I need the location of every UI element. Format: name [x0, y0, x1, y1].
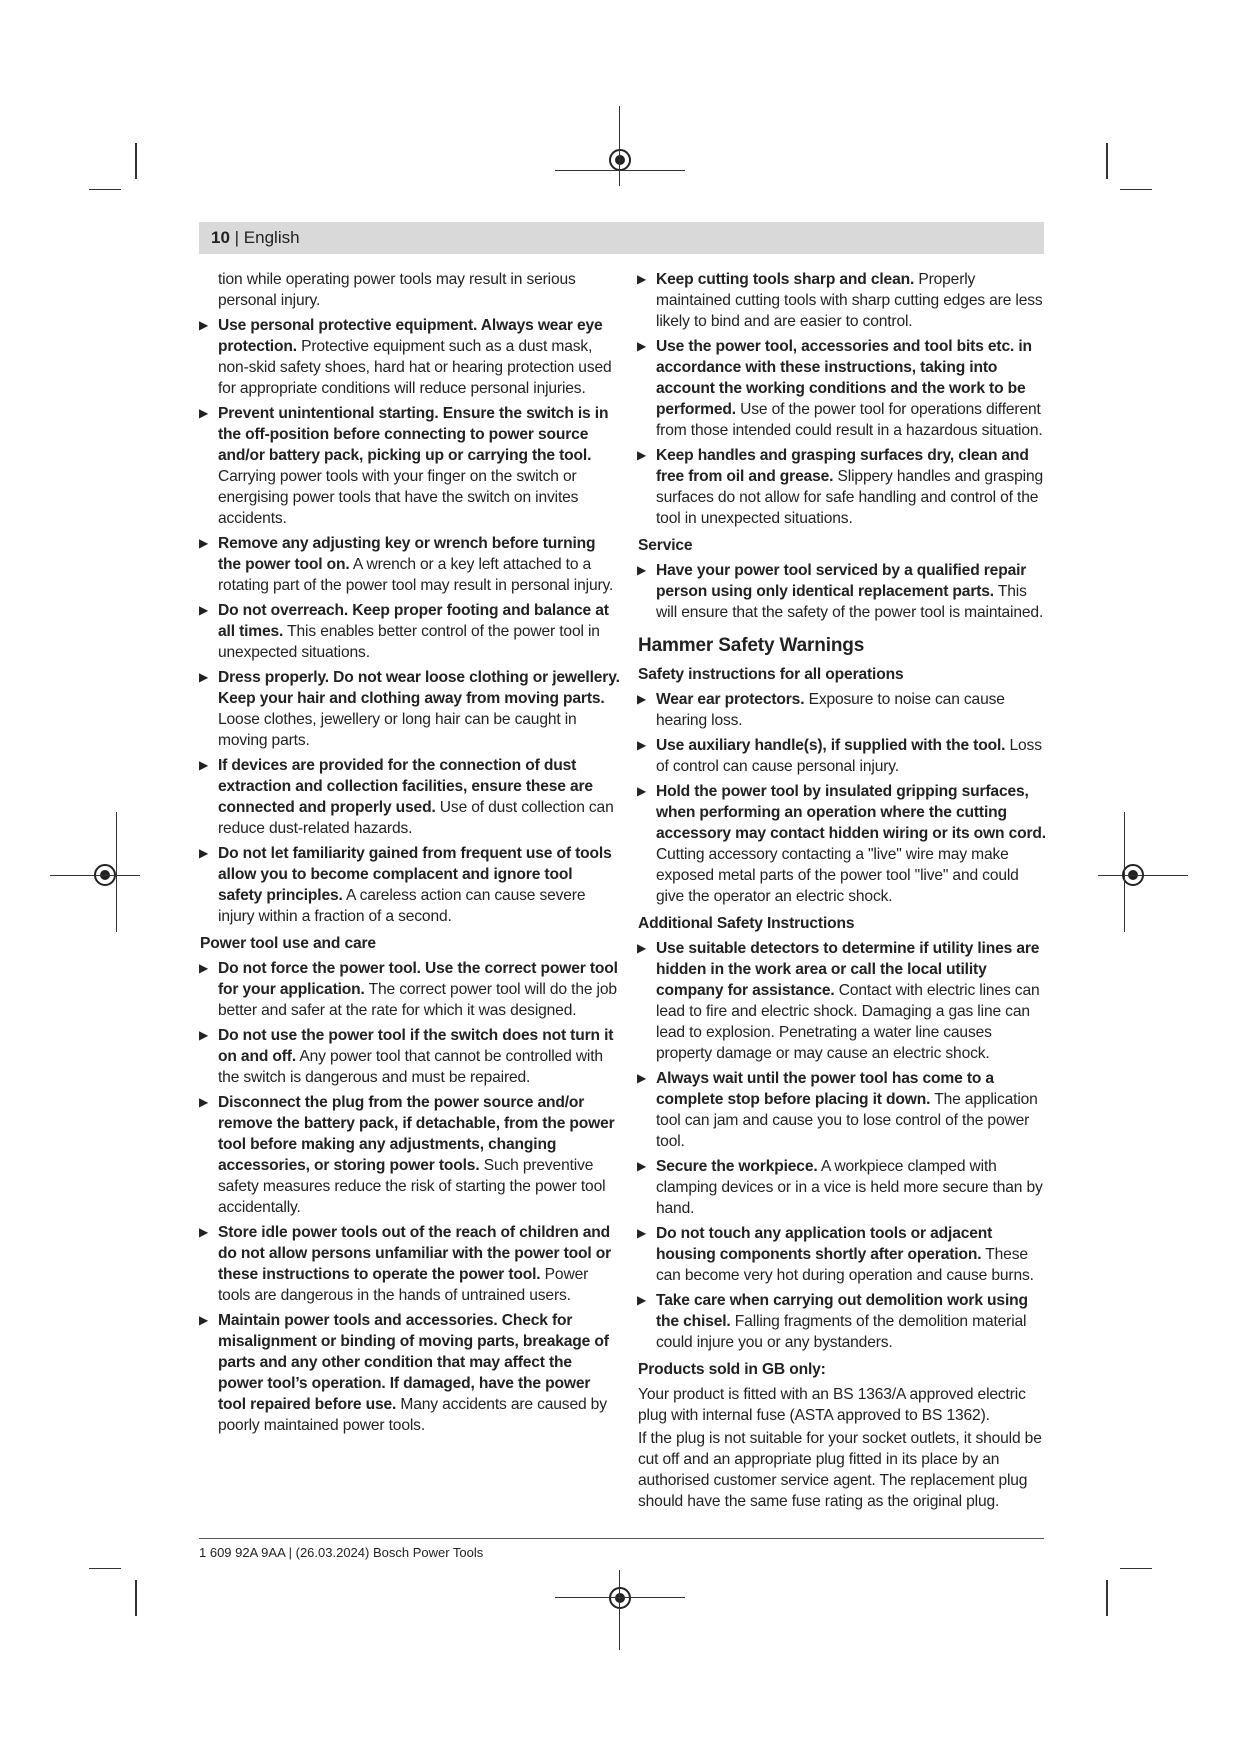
section-subheading: Safety instructions for all operations	[638, 666, 904, 683]
crop-mark	[89, 189, 121, 190]
item-text: Cutting accessory contacting a "live" wire may make exposed metal parts of the power tool "live" and could give the operator an electric shock.	[656, 846, 1019, 905]
list-item	[638, 938, 1050, 1064]
item-text: Loose clothes, jewellery or long hair can be caught in moving parts.	[218, 711, 577, 749]
item-text: Contact with electric lines can lead to fire and electric shock. Damaging a gas line can lead to explosion. Penetrating a water line causes property damage or may cause an electric shock.	[656, 982, 1040, 1062]
footer-divider	[199, 1538, 1044, 1539]
item-bold-text: Use auxiliary handle(s), if supplied with the tool.	[656, 737, 1006, 754]
section-subheading: Products sold in GB only:	[638, 1361, 826, 1378]
item-text: These can become very hot during operation and cause burns.	[656, 1246, 1034, 1284]
item-bold-text: Use personal protective equipment. Always wear eye protection.	[218, 317, 603, 355]
crop-mark	[1120, 189, 1152, 190]
crop-mark	[1098, 875, 1188, 876]
list-item	[638, 1290, 1050, 1353]
bullet-arrow-icon: ▶	[637, 1226, 647, 1240]
list-item	[200, 1222, 620, 1306]
item-text: Any power tool that cannot be controlled with the switch is dangerous and must be repaired.	[218, 1048, 603, 1086]
list-item	[200, 843, 620, 927]
crop-mark	[619, 106, 620, 186]
bullet-arrow-icon: ▶	[637, 692, 647, 706]
safety-list	[638, 689, 1050, 907]
list-item	[200, 315, 620, 399]
item-bold-text: Do not touch any application tools or adjacent housing components shortly after operation.	[656, 1225, 993, 1263]
list-item	[200, 1025, 620, 1088]
crop-mark	[619, 1570, 620, 1650]
item-text: Many accidents are caused by poorly maintained power tools.	[218, 1396, 607, 1434]
list-item	[638, 689, 1050, 731]
section-subheading: Service	[638, 537, 693, 554]
bullet-arrow-icon: ▶	[637, 1159, 647, 1173]
item-bold-text: Dress properly. Do not wear loose clothing or jewellery. Keep your hair and clothing away from moving parts.	[218, 669, 620, 707]
list-item	[200, 533, 620, 596]
item-text: This enables better control of the power tool in unexpected situations.	[218, 623, 600, 661]
list-item	[638, 735, 1050, 777]
registration-mark-icon	[607, 1585, 633, 1611]
bullet-arrow-icon: ▶	[199, 603, 209, 617]
section-subheading: Power tool use and care	[200, 935, 376, 952]
item-text: Loss of control can cause personal injury.	[656, 737, 1042, 775]
bullet-arrow-icon: ▶	[637, 339, 647, 353]
item-text: Use of the power tool for operations different from those intended could result in a hazardous situation.	[656, 401, 1043, 439]
item-text: Such preventive safety measures reduce the risk of starting the power tool accidentally.	[218, 1157, 606, 1216]
list-item	[638, 1223, 1050, 1286]
bullet-arrow-icon: ▶	[199, 961, 209, 975]
item-text: Falling fragments of the demolition material could injure you or any bystanders.	[656, 1313, 1027, 1351]
safety-list	[200, 958, 620, 1436]
item-bold-text: Use suitable detectors to determine if utility lines are hidden in the work area or call the local utility company for assistance.	[656, 940, 1040, 999]
safety-list	[200, 315, 620, 927]
item-bold-text: Secure the workpiece.	[656, 1158, 818, 1175]
bullet-arrow-icon: ▶	[199, 318, 209, 332]
item-bold-text: Do not force the power tool. Use the correct power tool for your application.	[218, 960, 618, 998]
item-text: Use of dust collection can reduce dust-related hazards.	[218, 799, 614, 837]
list-item	[200, 600, 620, 663]
bullet-arrow-icon: ▶	[637, 448, 647, 462]
bullet-arrow-icon: ▶	[637, 1293, 647, 1307]
page-footer: 1 609 92A 9AA | (26.03.2024) Bosch Power Tools	[199, 1545, 484, 1560]
bullet-arrow-icon: ▶	[637, 941, 647, 955]
list-item	[638, 781, 1050, 907]
item-bold-text: Hold the power tool by insulated gripping surfaces, when performing an operation where the cutting accessory may contact hidden wiring or its own cord.	[656, 783, 1046, 842]
item-bold-text: Wear ear protectors.	[656, 691, 805, 708]
item-bold-text: Have your power tool serviced by a qualified repair person using only identical replacement parts.	[656, 562, 1027, 600]
safety-list	[638, 269, 1050, 529]
item-text: Protective equipment such as a dust mask, non-skid safety shoes, hard hat or hearing protection used for appropriate conditions will reduce personal injuries.	[218, 338, 612, 397]
item-bold-text: Do not let familiarity gained from frequent use of tools allow you to become complacent and ignore tool safety principles.	[218, 845, 612, 904]
safety-list	[638, 560, 1050, 623]
list-item	[638, 269, 1050, 332]
language-label: English	[243, 228, 300, 247]
section-subheading: Additional Safety Instructions	[638, 915, 855, 932]
list-item	[200, 755, 620, 839]
bullet-arrow-icon: ▶	[199, 670, 209, 684]
item-bold-text: Disconnect the plug from the power source and/or remove the battery pack, if detachable, from the power tool before making any adjustments, changing accessories, or storing power tools.	[218, 1094, 615, 1174]
item-text: A careless action can cause severe injury within a fraction of a second.	[218, 887, 586, 925]
list-item	[200, 1310, 620, 1436]
crop-mark	[1106, 143, 1108, 179]
crop-mark	[1106, 1580, 1108, 1616]
item-text: Properly maintained cutting tools with sharp cutting edges are less likely to bind and are easier to control.	[656, 271, 1043, 330]
item-bold-text: Do not use the power tool if the switch does not turn it on and off.	[218, 1027, 614, 1065]
section-heading: Hammer Safety Warnings	[638, 635, 865, 656]
left-column	[200, 269, 620, 1440]
page-label: 10 | English	[211, 228, 300, 247]
paragraph: If the plug is not suitable for your socket outlets, it should be cut off and an appropriate plug fitted in its place by an authorised customer service agent. The replacement plug should have the same fuse rating as the original plug.	[638, 1430, 1042, 1510]
list-item	[638, 1068, 1050, 1152]
crop-mark	[116, 812, 117, 932]
bullet-arrow-icon: ▶	[199, 758, 209, 772]
safety-list	[638, 938, 1050, 1353]
bullet-arrow-icon: ▶	[199, 1313, 209, 1327]
list-item	[200, 403, 620, 529]
crop-mark	[50, 875, 140, 876]
crop-mark	[555, 1597, 685, 1598]
list-item	[638, 336, 1050, 441]
item-text: A wrench or a key left attached to a rotating part of the power tool may result in personal injury.	[218, 556, 614, 594]
crop-mark	[1124, 812, 1125, 932]
bullet-arrow-icon: ▶	[637, 784, 647, 798]
item-text: Carrying power tools with your finger on the switch or energising power tools that have the switch on invites accidents.	[218, 468, 579, 527]
item-bold-text: Always wait until the power tool has come to a complete stop before placing it down.	[656, 1070, 994, 1108]
bullet-arrow-icon: ▶	[199, 1095, 209, 1109]
bullet-arrow-icon: ▶	[199, 536, 209, 550]
bullet-arrow-icon: ▶	[637, 738, 647, 752]
crop-mark	[555, 170, 685, 171]
item-bold-text: Do not overreach. Keep proper footing and balance at all times.	[218, 602, 609, 640]
item-bold-text: Keep handles and grasping surfaces dry, clean and free from oil and grease.	[656, 447, 1029, 485]
list-item	[200, 958, 620, 1021]
item-bold-text: Keep cutting tools sharp and clean.	[656, 271, 915, 288]
bullet-arrow-icon: ▶	[199, 406, 209, 420]
continuation-text: tion while operating power tools may result in serious personal injury.	[218, 271, 576, 309]
list-item	[638, 560, 1050, 623]
list-item	[200, 667, 620, 751]
item-text: The application tool can jam and cause you to lose control of the power tool.	[656, 1091, 1038, 1150]
item-bold-text: Take care when carrying out demolition work using the chisel.	[656, 1292, 1028, 1330]
right-column	[638, 269, 1050, 1514]
item-bold-text: If devices are provided for the connection of dust extraction and collection facilities, ensure these are connected and properly used.	[218, 757, 593, 816]
bullet-arrow-icon: ▶	[199, 1028, 209, 1042]
item-bold-text: Remove any adjusting key or wrench before turning the power tool on.	[218, 535, 596, 573]
item-text: Power tools are dangerous in the hands of untrained users.	[218, 1266, 589, 1304]
item-bold-text: Store idle power tools out of the reach of children and do not allow persons unfamiliar with the power tool or these instructions to operate the power tool.	[218, 1224, 612, 1283]
list-item	[200, 1092, 620, 1218]
bullet-arrow-icon: ▶	[637, 1071, 647, 1085]
page-header	[199, 222, 1044, 254]
bullet-arrow-icon: ▶	[637, 563, 647, 577]
bullet-arrow-icon: ▶	[199, 1225, 209, 1239]
list-item	[638, 445, 1050, 529]
crop-mark	[135, 143, 137, 179]
bullet-arrow-icon: ▶	[637, 272, 647, 286]
item-text: Exposure to noise can cause hearing loss.	[656, 691, 1005, 729]
item-bold-text: Maintain power tools and accessories. Check for misalignment or binding of moving parts, breakage of parts and any other condition that may affect the power tool’s operation. If damaged, have the power tool repaired before use.	[218, 1312, 609, 1413]
paragraph: Your product is fitted with an BS 1363/A approved electric plug with internal fuse (ASTA approved to BS 1362).	[638, 1386, 1026, 1424]
page-number: 10	[211, 228, 230, 247]
item-bold-text: Prevent unintentional starting. Ensure the switch is in the off-position before connecting to power source and/or battery pack, picking up or carrying the tool.	[218, 405, 609, 464]
bullet-arrow-icon: ▶	[199, 846, 209, 860]
item-text: This will ensure that the safety of the power tool is maintained.	[656, 583, 1044, 621]
list-item	[638, 1156, 1050, 1219]
item-bold-text: Use the power tool, accessories and tool bits etc. in accordance with these instructions, taking into account the working conditions and the work to be performed.	[656, 338, 1032, 418]
crop-mark	[1120, 1568, 1152, 1569]
crop-mark	[135, 1580, 137, 1616]
crop-mark	[89, 1568, 121, 1569]
item-text: The correct power tool will do the job better and safer at the rate for which it was designed.	[218, 981, 617, 1019]
item-text: A workpiece clamped with clamping devices or in a vice is held more secure than by hand.	[656, 1158, 1043, 1217]
item-text: Slippery handles and grasping surfaces do not allow for safe handling and control of the tool in unexpected situations.	[656, 468, 1043, 527]
